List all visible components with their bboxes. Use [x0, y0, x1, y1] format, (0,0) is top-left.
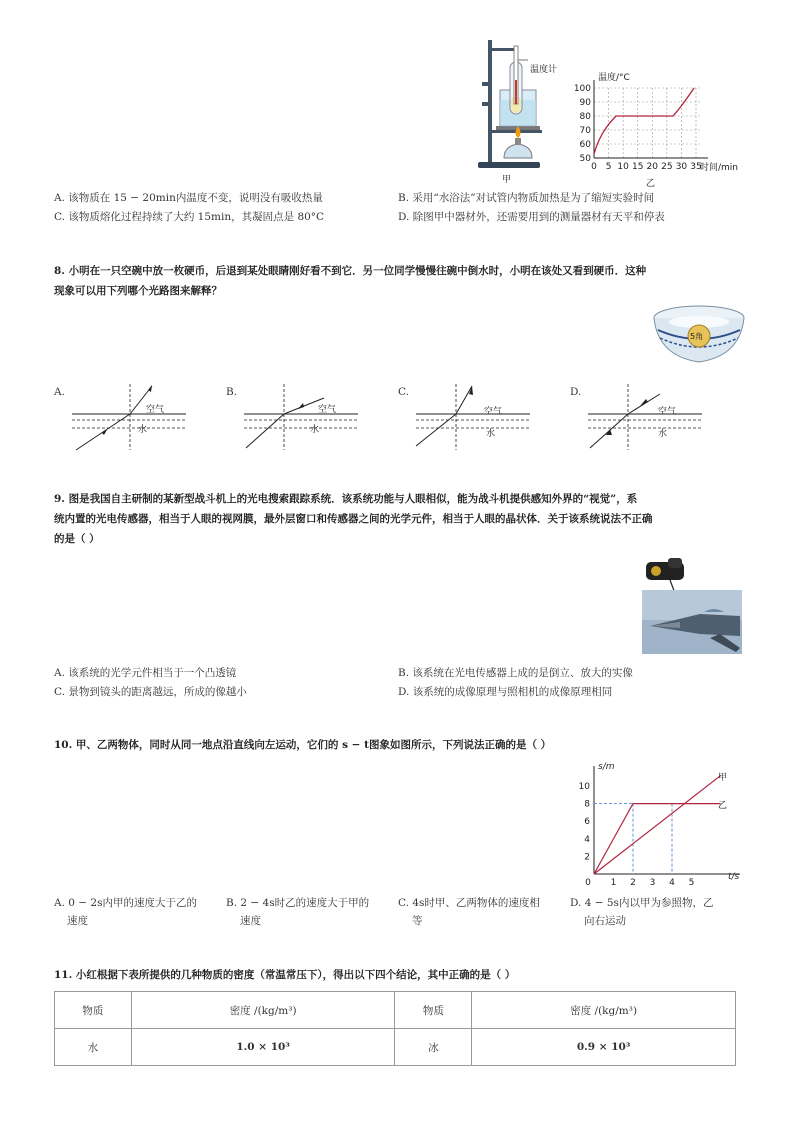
- q7-option-b[interactable]: B. 采用“水浴法”对试管内物质加热是为了缩短实验时间: [398, 192, 655, 204]
- table-cell: 水: [55, 1029, 132, 1066]
- q10-option-a-line1[interactable]: A. 0 − 2s内甲的速度大于乙的: [54, 897, 197, 909]
- temp-ytick-label: 100: [573, 84, 591, 94]
- q9-option-d[interactable]: D. 该系统的成像原理与照相机的成像原理相同: [398, 686, 613, 698]
- q8-stem-line1: 8. 小明在一只空碗中放一枚硬币，后退到某处眼睛刚好看不到它．另一位同学慢慢往碗中倒水时，小明在该处又看到硬币．这种: [54, 265, 647, 277]
- q8-c-air-label: 空气: [484, 407, 503, 417]
- st-series-yi-label: 乙: [718, 801, 728, 811]
- q8-b-water-label: 水: [310, 425, 320, 435]
- table-cell: 1.0 × 10³: [131, 1029, 395, 1066]
- st-series-yi: [594, 804, 721, 874]
- q10-stem: 10. 甲、乙两物体，同时从同一地点沿直线向左运动，它们的 s − t图象如图所示，下列说法正确的是（ ）: [54, 739, 552, 751]
- q8-c-water-label: 水: [486, 429, 496, 439]
- q8-diagram-d[interactable]: [584, 380, 706, 452]
- q9-option-b[interactable]: B. 该系统在光电传感器上成的是倒立、放大的实像: [398, 667, 633, 679]
- figure-yi-label: 乙: [646, 179, 656, 189]
- figure-jia-label: 甲: [502, 175, 512, 185]
- table-header-cell: 密度 /(kg/m³): [131, 992, 395, 1029]
- table-header-row: [55, 992, 736, 1029]
- q8-option-b-letter[interactable]: B.: [226, 386, 238, 398]
- st-chart-ylabel: s/m: [598, 762, 615, 772]
- temperature-chart-xlabel: 时间/min: [700, 163, 739, 173]
- q8-b-air-label: 空气: [318, 405, 337, 415]
- q11-stem: 11. 小红根据下表所提供的几种物质的密度（常温常压下），得出以下四个结论，其中正确的是（ ）: [54, 969, 516, 981]
- temp-ytick-label: 50: [579, 154, 591, 164]
- temp-ytick-label: 70: [579, 126, 591, 136]
- q10-option-c-line2: 等: [412, 915, 423, 927]
- temp-ytick-label: 60: [579, 140, 591, 150]
- q10-option-b-line2: 速度: [240, 915, 261, 927]
- temp-xtick-label: 25: [661, 162, 673, 172]
- q8-option-a-letter[interactable]: A.: [54, 386, 65, 398]
- st-ytick-label: 2: [584, 852, 590, 863]
- temperature-chart-ylabel: 温度/°C: [598, 73, 630, 83]
- fighter-jet-photo: [640, 556, 744, 656]
- st-ytick-label: 10: [578, 782, 590, 792]
- temp-ytick-label: 90: [579, 98, 591, 108]
- table-header-cell: 物质: [55, 992, 132, 1029]
- temp-xtick-label: 35: [690, 162, 702, 172]
- q9-stem-line2: 统内置的光电传感器，相当于人眼的视网膜，最外层窗口和传感器之间的光学元件，相当于人眼的晶状体．关于该系统说法不正确: [54, 513, 653, 525]
- q8-diagram-c[interactable]: [412, 380, 534, 452]
- st-xtick-label: 2: [630, 878, 636, 888]
- thermometer-label: 温度计: [530, 65, 558, 75]
- temp-ytick-label: 80: [579, 112, 591, 122]
- q10-option-d-line2: 向右运动: [584, 915, 626, 927]
- st-series-jia-label: 甲: [718, 773, 728, 783]
- temp-xtick-label: 15: [631, 162, 644, 172]
- st-xtick-label: 5: [688, 878, 695, 888]
- st-chart-xlabel: t/s: [728, 872, 740, 882]
- table-cell: 冰: [395, 1029, 472, 1066]
- temp-xtick-label: 5: [605, 162, 612, 172]
- q10-option-d-line1[interactable]: D. 4 − 5s内以甲为参照物，乙: [570, 897, 714, 909]
- coin-label: 5角: [690, 332, 704, 341]
- st-xtick-label: 4: [669, 878, 675, 888]
- st-xtick-label: 3: [649, 878, 656, 888]
- q7-option-a[interactable]: A. 该物质在 15 − 20min内温度不变，说明没有吸收热量: [54, 192, 323, 204]
- st-xtick-label: 0: [585, 878, 591, 888]
- st-ytick-label: 6: [584, 817, 590, 828]
- q8-option-d-letter[interactable]: D.: [570, 386, 582, 398]
- q9-option-a[interactable]: A. 该系统的光学元件相当于一个凸透镜: [54, 667, 237, 679]
- table-header-cell: 密度 /(kg/m³): [472, 992, 736, 1029]
- q8-diagram-b[interactable]: [240, 380, 362, 452]
- q8-option-c-letter[interactable]: C.: [398, 386, 409, 398]
- temp-xtick-label: 20: [646, 162, 659, 172]
- table-cell: 0.9 × 10³: [472, 1029, 736, 1066]
- table-row: [55, 1029, 736, 1066]
- temp-xtick-label: 10: [617, 162, 629, 172]
- apparatus-figure: [470, 38, 570, 183]
- q10-option-a-line2: 速度: [67, 915, 88, 927]
- q9-stem-line3: 的是（ ）: [54, 533, 100, 545]
- q8-a-air-label: 空气: [146, 405, 165, 415]
- q9-stem-line1: 9. 图是我国自主研制的某新型战斗机上的光电搜索跟踪系统．该系统功能与人眼相似，能为战斗机提供感知外界的“视觉”，系: [54, 493, 638, 505]
- q8-stem-line2: 现象可以用下列哪个光路图来解释？: [54, 285, 222, 297]
- q7-option-c[interactable]: C. 该物质熔化过程持续了大约 15min，其凝固点是 80°C: [54, 211, 325, 223]
- q7-option-d[interactable]: D. 除图甲中器材外，还需要用到的测量器材有天平和停表: [398, 211, 665, 223]
- temp-xtick-label: 0: [591, 162, 597, 172]
- st-ytick-label: 8: [584, 799, 590, 810]
- q8-diagram-a[interactable]: [68, 380, 190, 452]
- st-ytick-label: 4: [584, 834, 590, 845]
- q9-option-c[interactable]: C. 景物到镜头的距离越远，所成的像越小: [54, 686, 247, 698]
- st-xtick-label: 1: [610, 878, 617, 888]
- q8-d-air-label: 空气: [658, 407, 677, 417]
- q10-option-c-line1[interactable]: C. 4s时甲、乙两物体的速度相: [398, 897, 540, 909]
- q10-option-b-line1[interactable]: B. 2 − 4s时乙的速度大于甲的: [226, 897, 370, 909]
- table-header-cell: 物质: [395, 992, 472, 1029]
- temp-xtick-label: 30: [675, 162, 688, 172]
- st-series-jia: [594, 775, 721, 874]
- q8-a-water-label: 水: [138, 425, 148, 435]
- q8-d-water-label: 水: [658, 429, 668, 439]
- density-table: [54, 991, 736, 1066]
